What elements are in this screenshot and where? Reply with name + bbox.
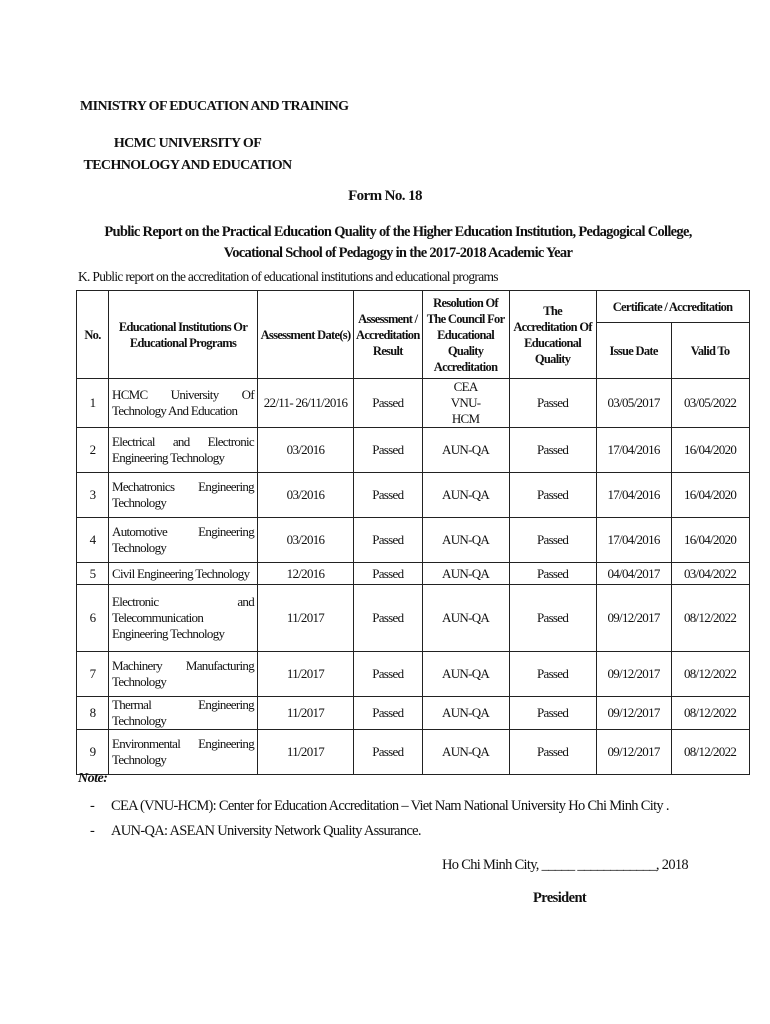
council-resolution: AUN-QA (422, 730, 509, 775)
row-number: 5 (77, 563, 109, 585)
council-resolution: AUN-QA (422, 697, 509, 730)
header-accreditation-quality: The Accreditation Of Educational Quality (509, 291, 596, 379)
ministry-heading: MINISTRY OF EDUCATION AND TRAINING (80, 99, 349, 114)
table-row (77, 379, 750, 428)
program-name: Electronic and Telecommunication Engineering Technology (109, 585, 258, 652)
table-body (77, 379, 750, 775)
row-number: 3 (77, 473, 109, 518)
row-number: 2 (77, 428, 109, 473)
program-name: Electrical and Electronic Engineering Technology (109, 428, 258, 473)
program-name: Machinery Manufacturing Technology (109, 652, 258, 697)
assessment-result: Passed (354, 473, 423, 518)
row-number: 8 (77, 697, 109, 730)
row-number: 6 (77, 585, 109, 652)
program-name: Thermal Engineering Technology (109, 697, 258, 730)
program-name: Mechatronics Engineering Technology (109, 473, 258, 518)
assessment-date: 11/2017 (258, 652, 354, 697)
assessment-date: 11/2017 (258, 697, 354, 730)
accreditation-table (76, 290, 750, 775)
header-certificate: Certificate / Accreditation (596, 291, 749, 323)
row-number: 7 (77, 652, 109, 697)
assessment-date: 12/2016 (258, 563, 354, 585)
note-bullet: - (90, 823, 95, 839)
note-bullet: - (90, 798, 95, 814)
accreditation-quality: Passed (509, 697, 596, 730)
section-heading: K. Public report on the accreditation of educational institutions and educational programs (78, 269, 498, 284)
valid-to: 03/04/2022 (671, 563, 749, 585)
assessment-result: Passed (354, 697, 423, 730)
valid-to: 08/12/2022 (671, 585, 749, 652)
council-resolution: AUN-QA (422, 652, 509, 697)
valid-to: 03/05/2022 (671, 379, 749, 428)
issue-date: 09/12/2017 (596, 585, 671, 652)
valid-to: 16/04/2020 (671, 473, 749, 518)
assessment-date: 11/2017 (258, 730, 354, 775)
council-resolution: AUN-QA (422, 473, 509, 518)
accreditation-quality: Passed (509, 518, 596, 563)
header-assessment-date: Assessment Date(s) (258, 291, 354, 379)
program-name: HCMC University Of Technology And Education (109, 379, 258, 428)
council-resolution: AUN-QA (422, 428, 509, 473)
table-row (77, 518, 750, 563)
issue-date: 09/12/2017 (596, 652, 671, 697)
form-number: Form No. 18 (348, 188, 422, 204)
valid-to: 08/12/2022 (671, 730, 749, 775)
assessment-result: Passed (354, 585, 423, 652)
valid-to: 08/12/2022 (671, 652, 749, 697)
accreditation-quality: Passed (509, 379, 596, 428)
council-resolution: AUN-QA (422, 518, 509, 563)
table-row (77, 585, 750, 652)
university-heading: HCMC UNIVERSITY OF TECHNOLOGY AND EDUCATION (83, 136, 292, 173)
assessment-date: 03/2016 (258, 473, 354, 518)
assessment-date: 03/2016 (258, 518, 354, 563)
program-name: Environmental Engineering Technology (109, 730, 258, 775)
issue-date: 09/12/2017 (596, 697, 671, 730)
note-cea-text: CEA (VNU-HCM): Center for Education Accreditation – Viet Nam National University Ho Chi Minh City . (111, 798, 669, 814)
assessment-result: Passed (354, 379, 423, 428)
header-council-resolution: Resolution Of The Council For Educational Quality Accreditation (422, 291, 509, 379)
valid-to: 08/12/2022 (671, 697, 749, 730)
council-resolution: AUN-QA (422, 585, 509, 652)
table-row (77, 697, 750, 730)
assessment-date: 11/2017 (258, 585, 354, 652)
council-resolution: CEA VNU-HCM (422, 379, 509, 428)
note-label: Note: (78, 771, 108, 786)
issue-date: 09/12/2017 (596, 730, 671, 775)
assessment-result: Passed (354, 428, 423, 473)
accreditation-quality: Passed (509, 585, 596, 652)
row-number: 9 (77, 730, 109, 775)
header-valid-to: Valid To (671, 323, 749, 379)
accreditation-quality: Passed (509, 428, 596, 473)
issue-date: 17/04/2016 (596, 473, 671, 518)
note-item (90, 798, 669, 815)
program-name: Civil Engineering Technology (109, 563, 258, 585)
assessment-date: 03/2016 (258, 428, 354, 473)
accreditation-quality: Passed (509, 730, 596, 775)
assessment-date: 22/11- 26/11/2016 (258, 379, 354, 428)
header-assessment-result: Assessment / Accreditation Result (354, 291, 423, 379)
issue-date: 17/04/2016 (596, 518, 671, 563)
assessment-result: Passed (354, 730, 423, 775)
assessment-result: Passed (354, 652, 423, 697)
header-programs: Educational Institutions Or Educational Programs (109, 291, 258, 379)
table-row (77, 730, 750, 775)
program-name: Automotive Engineering Technology (109, 518, 258, 563)
table-row (77, 428, 750, 473)
valid-to: 16/04/2020 (671, 428, 749, 473)
assessment-result: Passed (354, 518, 423, 563)
issue-date: 03/05/2017 (596, 379, 671, 428)
table-row (77, 563, 750, 585)
issue-date: 04/04/2017 (596, 563, 671, 585)
accreditation-quality: Passed (509, 473, 596, 518)
issue-date: 17/04/2016 (596, 428, 671, 473)
place-and-date: Ho Chi Minh City, _____ ____________, 2018 (442, 857, 688, 873)
header-issue-date: Issue Date (596, 323, 671, 379)
table-row (77, 652, 750, 697)
row-number: 1 (77, 379, 109, 428)
signatory-title: President (533, 890, 587, 906)
row-number: 4 (77, 518, 109, 563)
table-row (77, 473, 750, 518)
accreditation-quality: Passed (509, 652, 596, 697)
valid-to: 16/04/2020 (671, 518, 749, 563)
note-item (90, 823, 421, 840)
council-resolution: AUN-QA (422, 563, 509, 585)
note-aunqa-text: AUN-QA: ASEAN University Network Quality Assurance. (111, 823, 421, 839)
header-no: No. (77, 291, 109, 379)
accreditation-quality: Passed (509, 563, 596, 585)
assessment-result: Passed (354, 563, 423, 585)
report-title: Public Report on the Practical Education Quality of the Higher Education Institution, Pedagogical College, Vocational School of Pedagogy in the 2017-2018 Academic Year (104, 224, 692, 261)
